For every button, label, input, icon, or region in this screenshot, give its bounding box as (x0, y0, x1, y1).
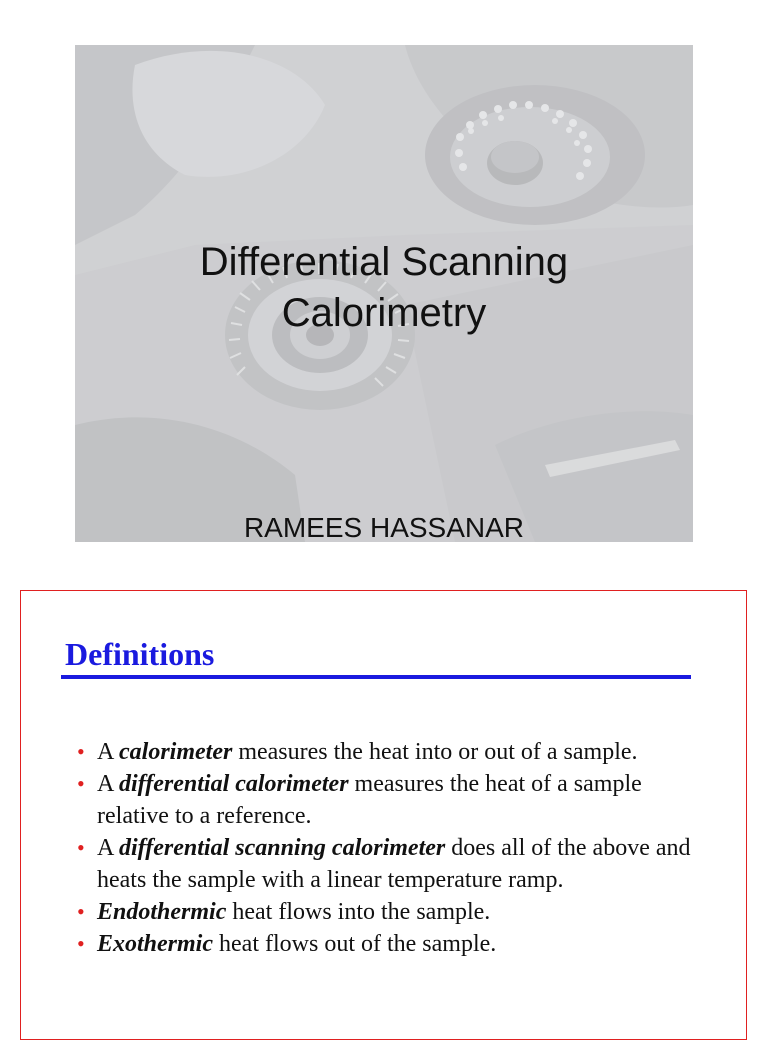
item-term: differential calorimeter (119, 771, 349, 797)
list-item (77, 736, 697, 768)
item-term: Exothermic (97, 931, 214, 957)
item-text: does all of the above and heats the sample with a linear temperature ramp. (97, 835, 691, 893)
presentation-title (75, 237, 693, 339)
bullet-icon: • (77, 835, 85, 860)
bullet-icon: • (77, 739, 85, 764)
item-prefix: A (97, 771, 120, 797)
list-item (77, 896, 697, 928)
heading-underline (61, 675, 691, 679)
author-name: RAMEES HASSANAR (243, 512, 525, 542)
item-term: calorimeter (119, 739, 233, 765)
definitions-list (77, 736, 697, 960)
item-term: Endothermic (97, 899, 227, 925)
bullet-icon: • (77, 771, 85, 796)
title-line-2: Calorimetry (281, 291, 487, 335)
slide-heading: Definitions (65, 636, 215, 672)
item-prefix: A (97, 835, 120, 861)
item-prefix: A (97, 739, 120, 765)
bullet-icon: • (77, 931, 85, 956)
definitions-slide (20, 590, 747, 1040)
list-item (77, 928, 697, 960)
title-slide (75, 45, 693, 542)
item-text: heat flows out of the sample. (213, 931, 497, 957)
list-item (77, 768, 697, 832)
item-text: heat flows into the sample. (226, 899, 491, 925)
title-line-1: Differential Scanning (199, 240, 569, 284)
list-item (77, 832, 697, 896)
bullet-icon: • (77, 899, 85, 924)
item-term: differential scanning calorimeter (119, 835, 446, 861)
item-text: measures the heat into or out of a sample. (232, 739, 638, 765)
item-text: measures the heat of a sample relative to a reference. (97, 771, 642, 829)
